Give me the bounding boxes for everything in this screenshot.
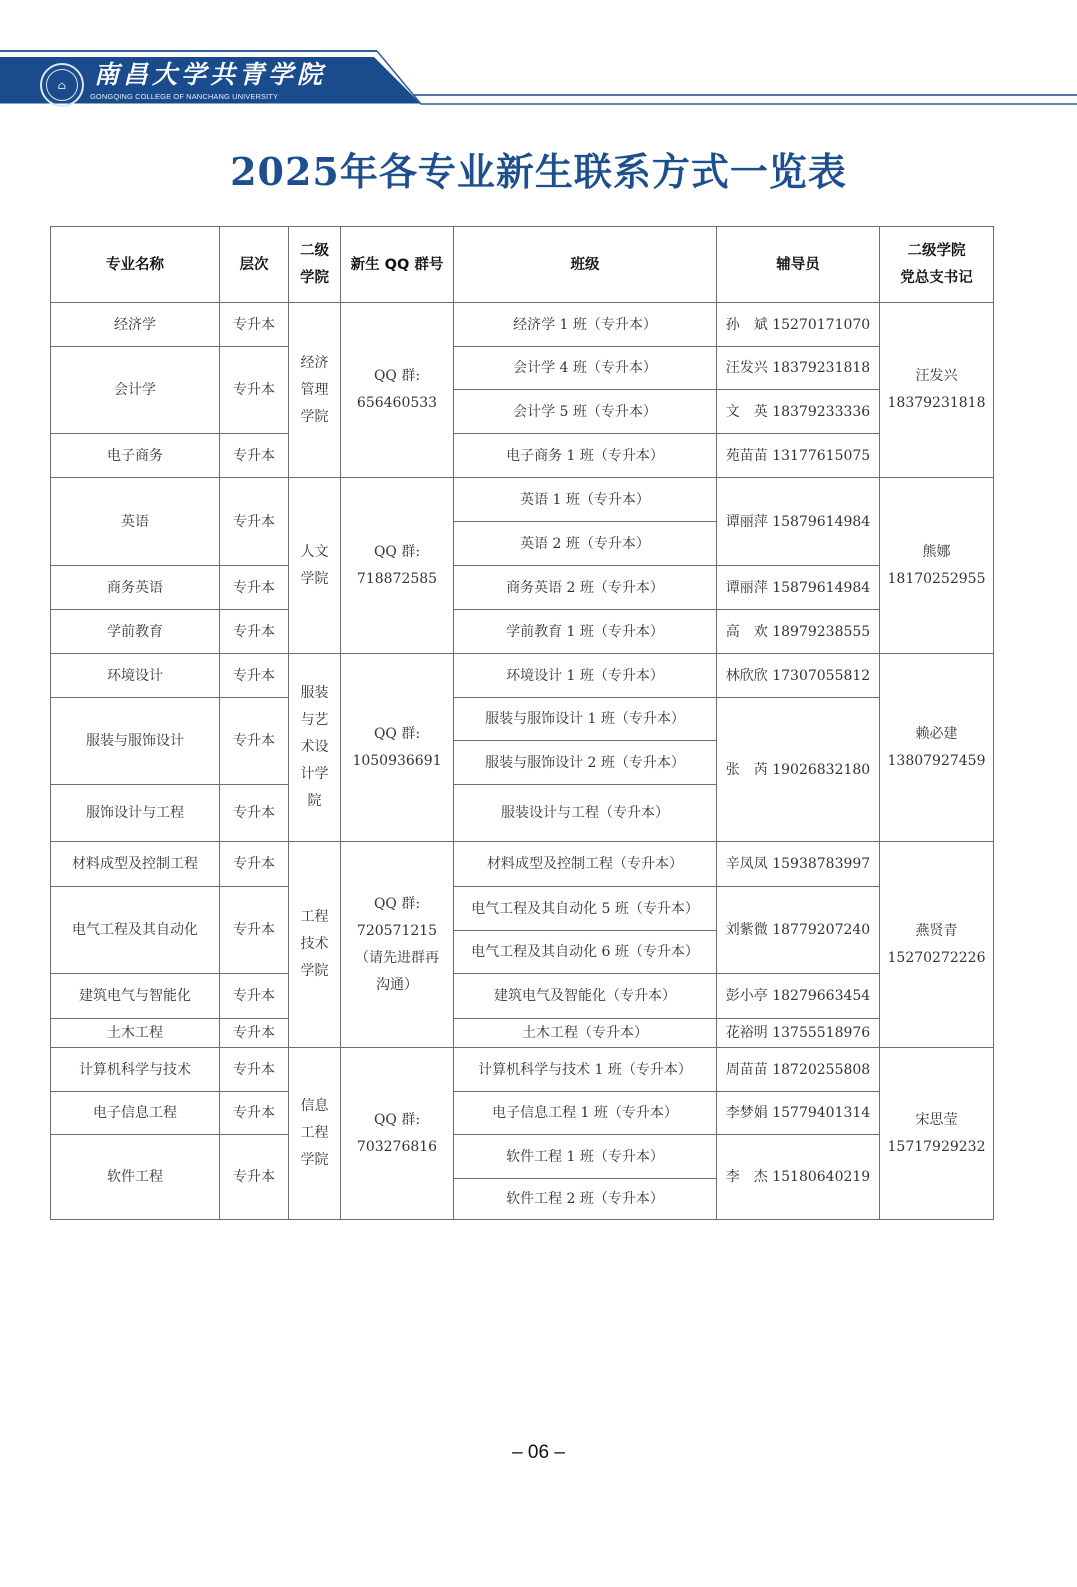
counselor: 花裕明 13755518976: [717, 1019, 880, 1048]
counselor: 文 英 18379233336: [717, 390, 880, 434]
college-line: 工程: [300, 1125, 329, 1141]
qq-label: QQ 群:: [373, 725, 421, 742]
counselor: 高 欢 18979238555: [717, 610, 880, 654]
class-name: 电子信息工程 1 班（专升本）: [454, 1092, 717, 1135]
college-line: 经济: [300, 354, 329, 371]
counselor: 彭小亭 18279663454: [717, 974, 880, 1019]
major-name: 建筑电气与智能化: [51, 974, 220, 1019]
major-level: 专升本: [220, 1135, 289, 1220]
counselor: 周苗苗 18720255808: [717, 1048, 880, 1092]
qq-label: QQ 群:: [373, 368, 421, 384]
major-level: 专升本: [220, 347, 289, 434]
major-level: 专升本: [220, 654, 289, 698]
major-name: 电气工程及其自动化: [51, 887, 220, 974]
secretary-name: 赖必建: [915, 725, 958, 742]
counselor: 汪发兴 18379231818: [717, 347, 880, 390]
header-qq-group: 新生 QQ 群号: [341, 227, 454, 303]
major-name: 商务英语: [51, 566, 220, 610]
class-name: 建筑电气及智能化（专升本）: [454, 974, 717, 1019]
header-class: 班级: [454, 227, 717, 303]
class-name: 服装设计与工程（专升本）: [454, 785, 717, 842]
major-name: 电子商务: [51, 434, 220, 478]
counselor: 张 芮 19026832180: [717, 698, 880, 842]
major-name: 服饰设计与工程: [51, 785, 220, 842]
header-secretary-line: 党总支书记: [900, 269, 973, 286]
college-line: 工程: [300, 909, 329, 925]
qq-group-cell: [341, 842, 454, 1048]
secretary-cell: [880, 1048, 994, 1220]
class-name: 电气工程及其自动化 5 班（专升本）: [454, 887, 717, 931]
major-name: 经济学: [51, 303, 220, 347]
counselor: 刘紫微 18779207240: [717, 887, 880, 974]
college-line: 学院: [300, 1152, 329, 1168]
secretary-cell: [880, 303, 994, 478]
secretary-cell: [880, 654, 994, 842]
table-header-row: [51, 227, 994, 303]
major-level: 专升本: [220, 303, 289, 347]
college-cell: [289, 654, 341, 842]
table-row: [51, 303, 994, 347]
brand-name-en: GONGQING COLLEGE OF NANCHANG UNIVERSITY: [90, 92, 279, 101]
secretary-name: 宋思莹: [915, 1111, 958, 1128]
class-name: 电气工程及其自动化 6 班（专升本）: [454, 931, 717, 974]
qq-group-cell: [341, 654, 454, 842]
class-name: 服装与服饰设计 2 班（专升本）: [454, 741, 717, 785]
class-name: 土木工程（专升本）: [454, 1019, 717, 1048]
qq-note: 沟通）: [376, 976, 418, 993]
college-cell: [289, 842, 341, 1048]
table-row: [51, 1048, 994, 1092]
college-line: 院: [307, 793, 322, 809]
qq-number: 1050936691: [352, 752, 442, 769]
table-row: [51, 1019, 994, 1048]
major-level: 专升本: [220, 434, 289, 478]
header-level: 层次: [220, 227, 289, 303]
major-name: 服装与服饰设计: [51, 698, 220, 785]
college-line: 学院: [300, 963, 329, 979]
secretary-cell: [880, 842, 994, 1048]
qq-group-cell: [341, 1048, 454, 1220]
college-line: 计学: [300, 766, 329, 782]
major-level: 专升本: [220, 1092, 289, 1135]
counselor: 林欣欣 17307055812: [717, 654, 880, 698]
college-line: 技术: [300, 936, 329, 952]
class-name: 商务英语 2 班（专升本）: [454, 566, 717, 610]
class-name: 软件工程 2 班（专升本）: [454, 1179, 717, 1220]
college-line: 学院: [300, 570, 329, 587]
contact-table: [50, 226, 994, 1220]
class-name: 软件工程 1 班（专升本）: [454, 1135, 717, 1179]
major-level: 专升本: [220, 1019, 289, 1048]
counselor: 谭丽萍 15879614984: [717, 478, 880, 566]
secretary-phone: 18379231818: [887, 395, 986, 411]
table-row: [51, 610, 994, 654]
class-name: 英语 2 班（专升本）: [454, 522, 717, 566]
secretary-phone: 18170252955: [887, 570, 986, 587]
class-name: 英语 1 班（专升本）: [454, 478, 717, 522]
class-name: 服装与服饰设计 1 班（专升本）: [454, 698, 717, 741]
major-level: 专升本: [220, 974, 289, 1019]
class-name: 计算机科学与技术 1 班（专升本）: [454, 1048, 717, 1092]
header-college: [289, 227, 341, 303]
table-row: [51, 478, 994, 522]
header-college-line: 二级: [300, 242, 329, 259]
major-level: 专升本: [220, 785, 289, 842]
table-row: [51, 654, 994, 698]
table-row: [51, 887, 994, 931]
secretary-name: 汪发兴: [915, 368, 958, 384]
class-name: 会计学 5 班（专升本）: [454, 390, 717, 434]
secretary-name: 熊娜: [922, 543, 951, 560]
major-name: 材料成型及控制工程: [51, 842, 220, 887]
header-counselor: 辅导员: [717, 227, 880, 303]
header-secretary-line: 二级学院: [907, 242, 966, 259]
major-level: 专升本: [220, 698, 289, 785]
counselor: 孙 斌 15270171070: [717, 303, 880, 347]
qq-number: 718872585: [356, 570, 438, 587]
table-row: [51, 1092, 994, 1135]
qq-number: 720571215: [356, 922, 438, 939]
college-line: 学院: [300, 408, 329, 425]
major-name: 会计学: [51, 347, 220, 434]
college-line: 术设: [300, 739, 329, 755]
counselor: 李梦娟 15779401314: [717, 1092, 880, 1135]
table-row: [51, 347, 994, 390]
major-level: 专升本: [220, 842, 289, 887]
table-row: [51, 434, 994, 478]
major-name: 软件工程: [51, 1135, 220, 1220]
secretary-phone: 13807927459: [887, 752, 986, 769]
page-title: 2025年各专业新生联系方式一览表: [230, 149, 847, 194]
seal-emblem-icon: ⌂: [46, 69, 78, 101]
header-secretary: [880, 227, 994, 303]
college-line: 与艺: [300, 712, 329, 728]
table-row: [51, 842, 994, 887]
counselor: 苑苗苗 13177615075: [717, 434, 880, 478]
major-level: 专升本: [220, 478, 289, 566]
class-name: 学前教育 1 班（专升本）: [454, 610, 717, 654]
class-name: 材料成型及控制工程（专升本）: [454, 842, 717, 887]
secretary-phone: 15270272226: [887, 949, 986, 966]
qq-group-cell: [341, 303, 454, 478]
major-name: 英语: [51, 478, 220, 566]
major-name: 电子信息工程: [51, 1092, 220, 1135]
college-cell: [289, 1048, 341, 1220]
qq-group-cell: [341, 478, 454, 654]
qq-note: （请先进群再: [355, 949, 439, 966]
table-row: [51, 698, 994, 741]
table-row: [51, 1135, 994, 1179]
qq-number: 656460533: [356, 395, 438, 411]
page-number: – 06 –: [512, 1442, 565, 1463]
class-name: 环境设计 1 班（专升本）: [454, 654, 717, 698]
college-cell: [289, 478, 341, 654]
college-line: 信息: [300, 1098, 329, 1114]
table-row: [51, 974, 994, 1019]
major-name: 计算机科学与技术: [51, 1048, 220, 1092]
secretary-name: 燕贤青: [915, 922, 958, 939]
major-level: 专升本: [220, 566, 289, 610]
header-major: 专业名称: [51, 227, 220, 303]
qq-number: 703276816: [356, 1138, 438, 1155]
college-line: 服装: [300, 685, 329, 701]
major-level: 专升本: [220, 887, 289, 974]
qq-label: QQ 群:: [373, 543, 421, 560]
major-level: 专升本: [220, 1048, 289, 1092]
header-college-line: 学院: [300, 269, 329, 286]
university-seal-icon: [40, 63, 84, 107]
college-line: 人文: [300, 543, 329, 560]
brand-name-cn: 南昌大学共青学院: [94, 60, 327, 89]
class-name: 电子商务 1 班（专升本）: [454, 434, 717, 478]
qq-label: QQ 群:: [373, 895, 421, 912]
counselor: 李 杰 15180640219: [717, 1135, 880, 1220]
college-line: 管理: [300, 381, 329, 398]
secretary-phone: 15717929232: [887, 1138, 986, 1155]
qq-label: QQ 群:: [373, 1111, 421, 1128]
major-level: 专升本: [220, 610, 289, 654]
table-row: [51, 566, 994, 610]
counselor: 谭丽萍 15879614984: [717, 566, 880, 610]
class-name: 经济学 1 班（专升本）: [454, 303, 717, 347]
secretary-cell: [880, 478, 994, 654]
counselor: 辛凤凤 15938783997: [717, 842, 880, 887]
major-name: 土木工程: [51, 1019, 220, 1048]
major-name: 环境设计: [51, 654, 220, 698]
major-name: 学前教育: [51, 610, 220, 654]
class-name: 会计学 4 班（专升本）: [454, 347, 717, 390]
college-cell: [289, 303, 341, 478]
